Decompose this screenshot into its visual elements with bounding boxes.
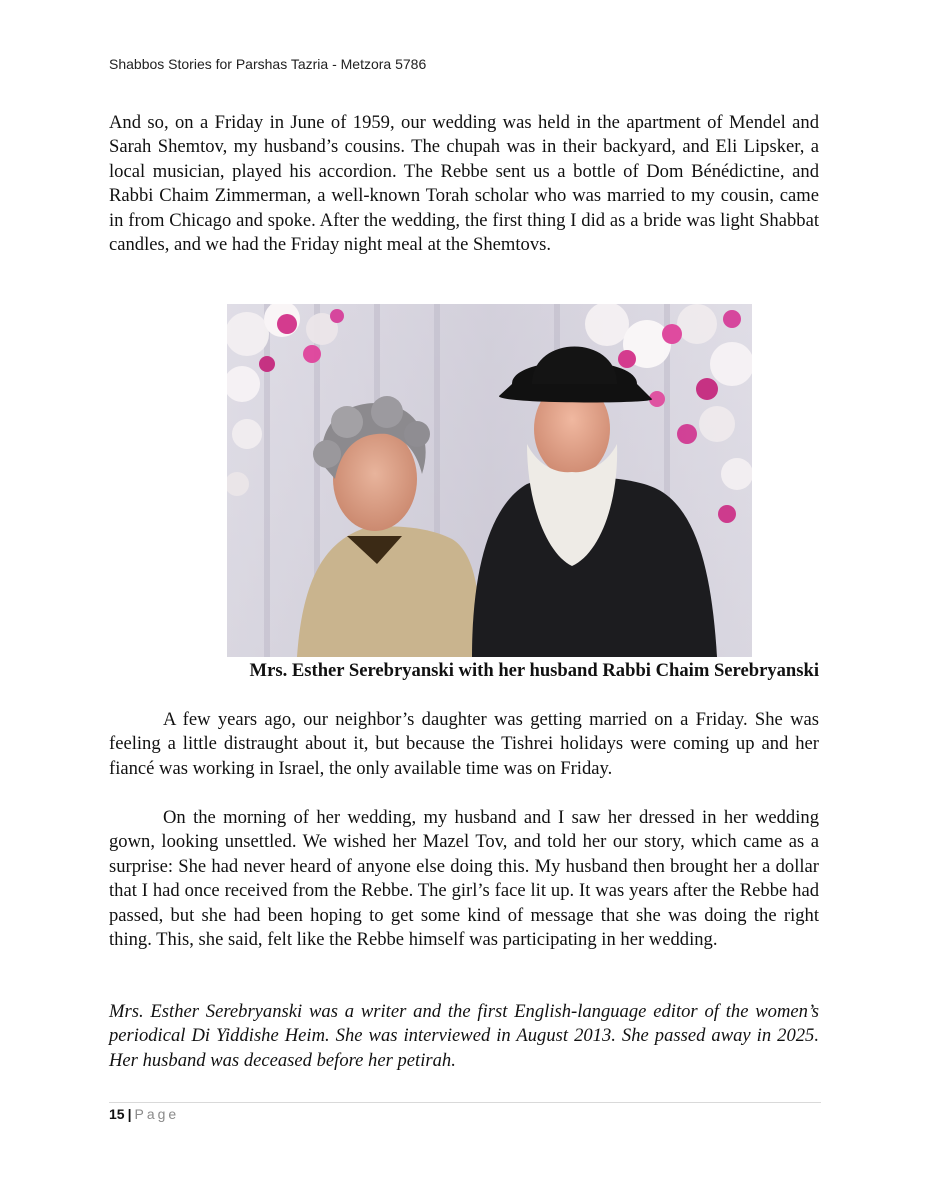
running-header: Shabbos Stories for Parshas Tazria - Metzora 5786 — [109, 56, 427, 72]
paragraph-morning: On the morning of her wedding, my husband and I saw her dressed in her wedding gown, looking unsettled. We wished her Mazel Tov, and told her our story, which came as a surprise: She had never heard of anyone else doing this. My husband then brought her a dollar that I had once received from the Rebbe. The girl’s face lit up. It was years after the Rebbe had passed, but she had been hoping to get some kind of message that she was doing the right thing. This, she said, felt like the Rebbe himself was participating in her wedding. — [109, 807, 819, 951]
photo-caption: Mrs. Esther Serebryanski with her husband Rabbi Chaim Serebryanski — [249, 660, 819, 681]
page-footer — [109, 1106, 179, 1122]
page-label: Page — [134, 1106, 180, 1122]
footer-divider — [109, 1102, 821, 1103]
page-number: 15 — [109, 1106, 125, 1122]
paragraph-neighbor: A few years ago, our neighbor’s daughter was getting married on a Friday. She was feeling a little distraught about it, but because the Tishrei holidays were coming up and her fiancé was working in Israel, the only available time was on Friday. — [109, 709, 819, 779]
couple-photo — [227, 304, 752, 657]
footer-separator: | — [127, 1106, 132, 1122]
paragraph-bio: Mrs. Esther Serebryanski was a writer and the first English-language editor of the women’s periodical Di Yiddishe Heim. She was interviewed in August 2013. She passed away in 2025. Her husband was deceased before her petirah. — [109, 1001, 819, 1071]
paragraph-wedding: And so, on a Friday in June of 1959, our wedding was held in the apartment of Mendel and Sarah Shemtov, my husband’s cousins. The chupah was in their backyard, and Eli Lipsker, a local musician, played his accordion. The Rebbe sent us a bottle of Dom Bénédictine, and Rabbi Chaim Zimmerman, a well-known Torah scholar who was married to my cousin, came in from Chicago and spoke. After the wedding, the first thing I did as a bride was light Shabbat candles, and we had the Friday night meal at the Shemtovs. — [109, 112, 819, 256]
